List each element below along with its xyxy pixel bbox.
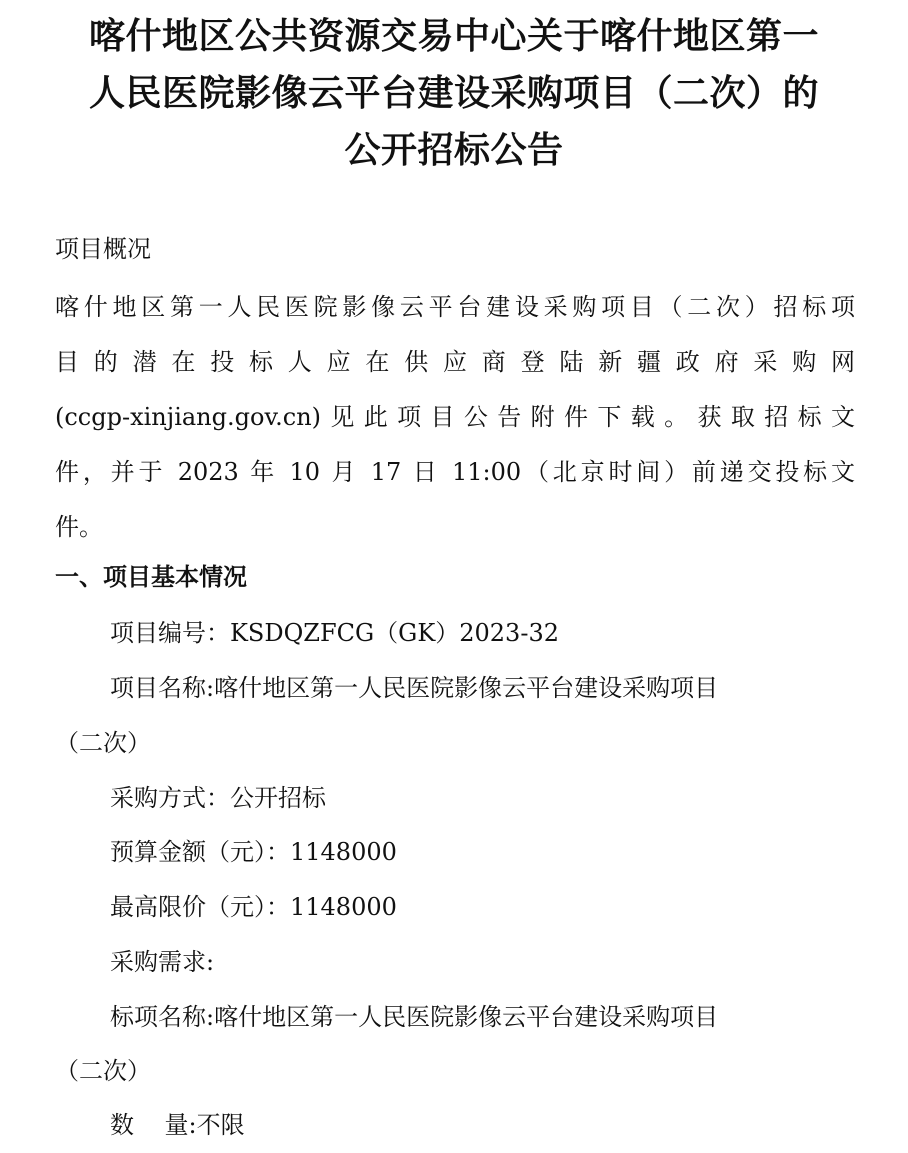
overview-paragraph: [55, 280, 855, 555]
project-number: 项目编号：KSDQZFCG（GK）2023-32: [110, 619, 559, 647]
lot-name: 标项名称:喀什地区第一人民医院影像云平台建设采购项目: [110, 1003, 719, 1031]
notice-title: [0, 8, 908, 179]
quantity: 数 量:不限: [110, 1111, 245, 1139]
overview-line-4: 件，并于 2023 年 10 月 17 日 11:00（北京时间）前递交投标文: [55, 458, 855, 486]
overview-line-3: (ccgp-xinjiang.gov.cn)见此项目公告附件下载。获取招标文: [55, 403, 855, 431]
title-line-3: 公开招标公告: [344, 130, 564, 171]
lot-name-continued: （二次）: [55, 1057, 151, 1085]
overview-line-2: 目的潜在投标人应在供应商登陆新疆政府采购网: [55, 348, 855, 376]
overview-heading: 项目概况: [55, 235, 151, 263]
title-line-1: 喀什地区公共资源交易中心关于喀什地区第一: [88, 16, 819, 57]
max-price: 最高限价（元）：1148000: [110, 893, 397, 921]
procurement-method: 采购方式：公开招标: [110, 784, 326, 812]
project-name-continued: （二次）: [55, 729, 151, 757]
section-1-heading: 一、项目基本情况: [55, 563, 247, 591]
procurement-requirements: 采购需求:: [110, 948, 215, 976]
budget-amount: 预算金额（元）：1148000: [110, 838, 397, 866]
title-line-2: 人民医院影像云平台建设采购项目（二次）的: [88, 73, 819, 114]
project-name: 项目名称:喀什地区第一人民医院影像云平台建设采购项目: [110, 674, 719, 702]
overview-line-5: 件。: [55, 513, 103, 541]
overview-line-1: 喀什地区第一人民医院影像云平台建设采购项目（二次）招标项: [55, 293, 855, 321]
